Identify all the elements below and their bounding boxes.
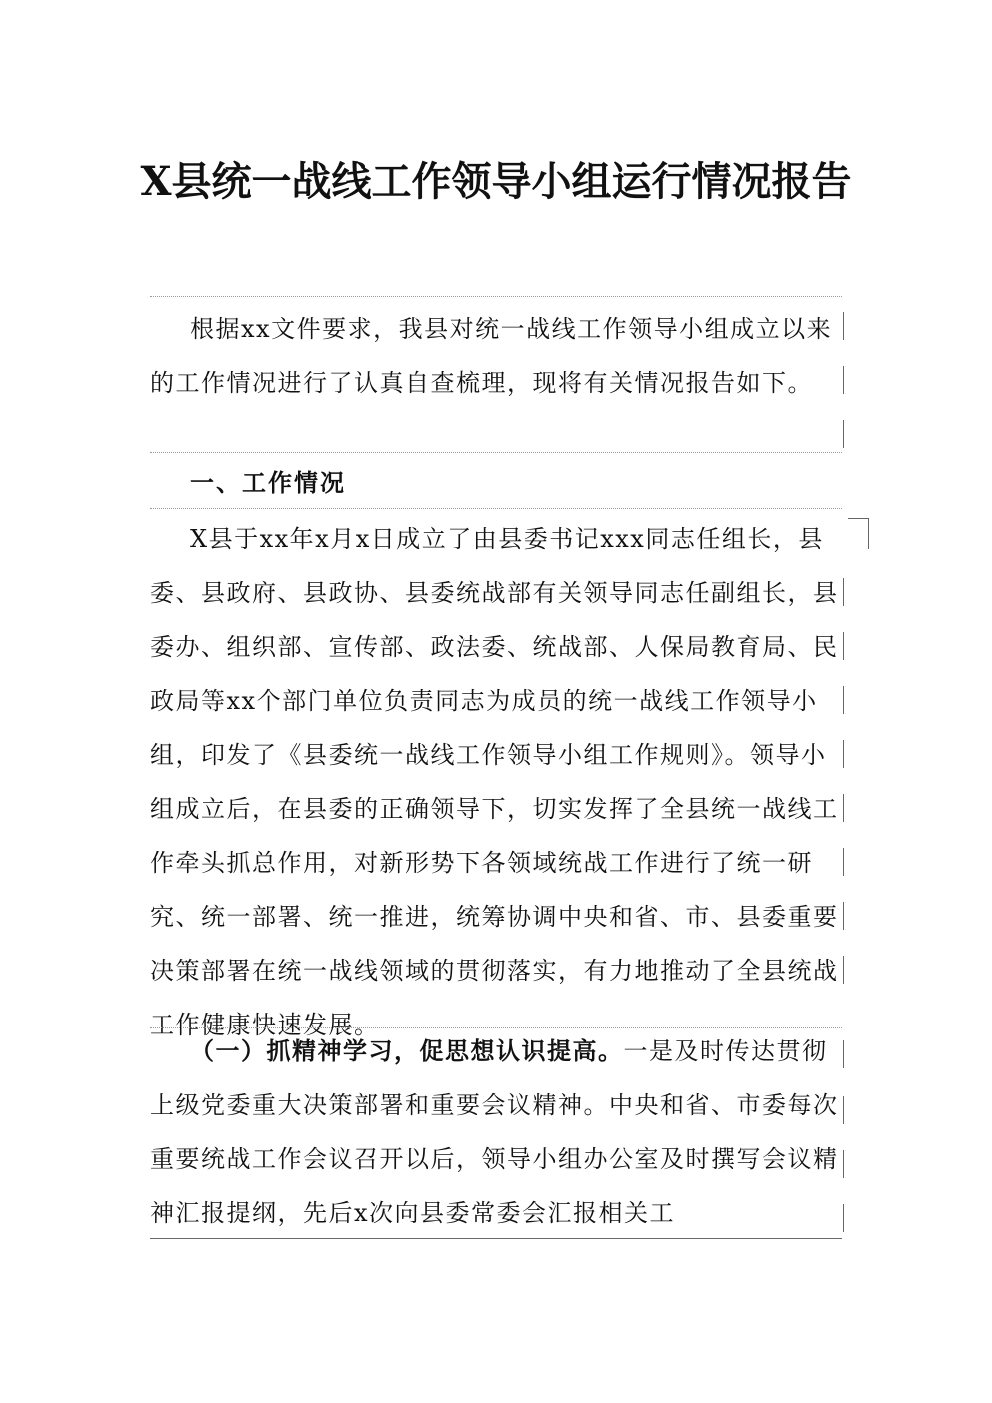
- revision-bar: [843, 740, 844, 768]
- revision-bar: [843, 794, 844, 822]
- subsection-paragraph: [150, 1024, 842, 1240]
- revision-bar: [843, 578, 844, 606]
- revision-bar: [843, 1096, 844, 1124]
- subsection-text: 一是及时传达贯彻上级党委重大决策部署和重要会议精神。中央和省、市委每次重要统战工作会议召开以后，领导小组办公室及时撰写会议精神汇报提纲，先后x次向县委常委会汇报相关工: [150, 1037, 839, 1227]
- subsection-heading: （一）抓精神学习，促思想认识提高。: [190, 1036, 624, 1065]
- revision-bar: [843, 686, 844, 714]
- work-status-paragraph: X县于xx年x月x日成立了由县委书记xxx同志任组长，县委、县政府、县政协、县委统战部有关领导同志任副组长，县委办、组织部、宣传部、政法委、统战部、人保局教育局、民政局等xx个部门单位负责同志为成员的统一战线工作领导小组，印发了《县委统一战线工作领导小组工作规则》。领导小组成立后，在县委的正确领导下，切实发挥了全县统一战线工作牵头抓总作用，对新形势下各领域统战工作进行了统一研究、统一部署、统一推进，统筹协调中央和省、市、县委重要决策部署在统一战线领域的贯彻落实，有力地推动了全县统战工作健康快速发展。: [150, 525, 839, 1039]
- section-heading: 一、工作情况: [190, 468, 346, 497]
- revision-bar: [843, 956, 844, 984]
- revision-bar: [843, 312, 844, 340]
- revision-bar: [843, 1150, 844, 1178]
- revision-divider: [150, 296, 842, 297]
- revision-bar: [843, 420, 844, 448]
- intro-paragraph: 根据xx文件要求，我县对统一战线工作领导小组成立以来的工作情况进行了认真自查梳理，现将有关情况报告如下。: [150, 315, 833, 397]
- revision-corner-mark: [848, 518, 869, 549]
- revision-bar: [843, 366, 844, 394]
- revision-bar: [843, 1040, 844, 1068]
- revision-bar: [843, 848, 844, 876]
- revision-bar: [843, 902, 844, 930]
- revision-bar: [843, 632, 844, 660]
- page-bottom-rule: [150, 1238, 842, 1239]
- revision-divider: [150, 508, 842, 509]
- revision-bar: [843, 1204, 844, 1232]
- document-title: X县统一战线工作领导小组运行情况报告: [140, 158, 852, 205]
- revision-divider: [150, 452, 842, 453]
